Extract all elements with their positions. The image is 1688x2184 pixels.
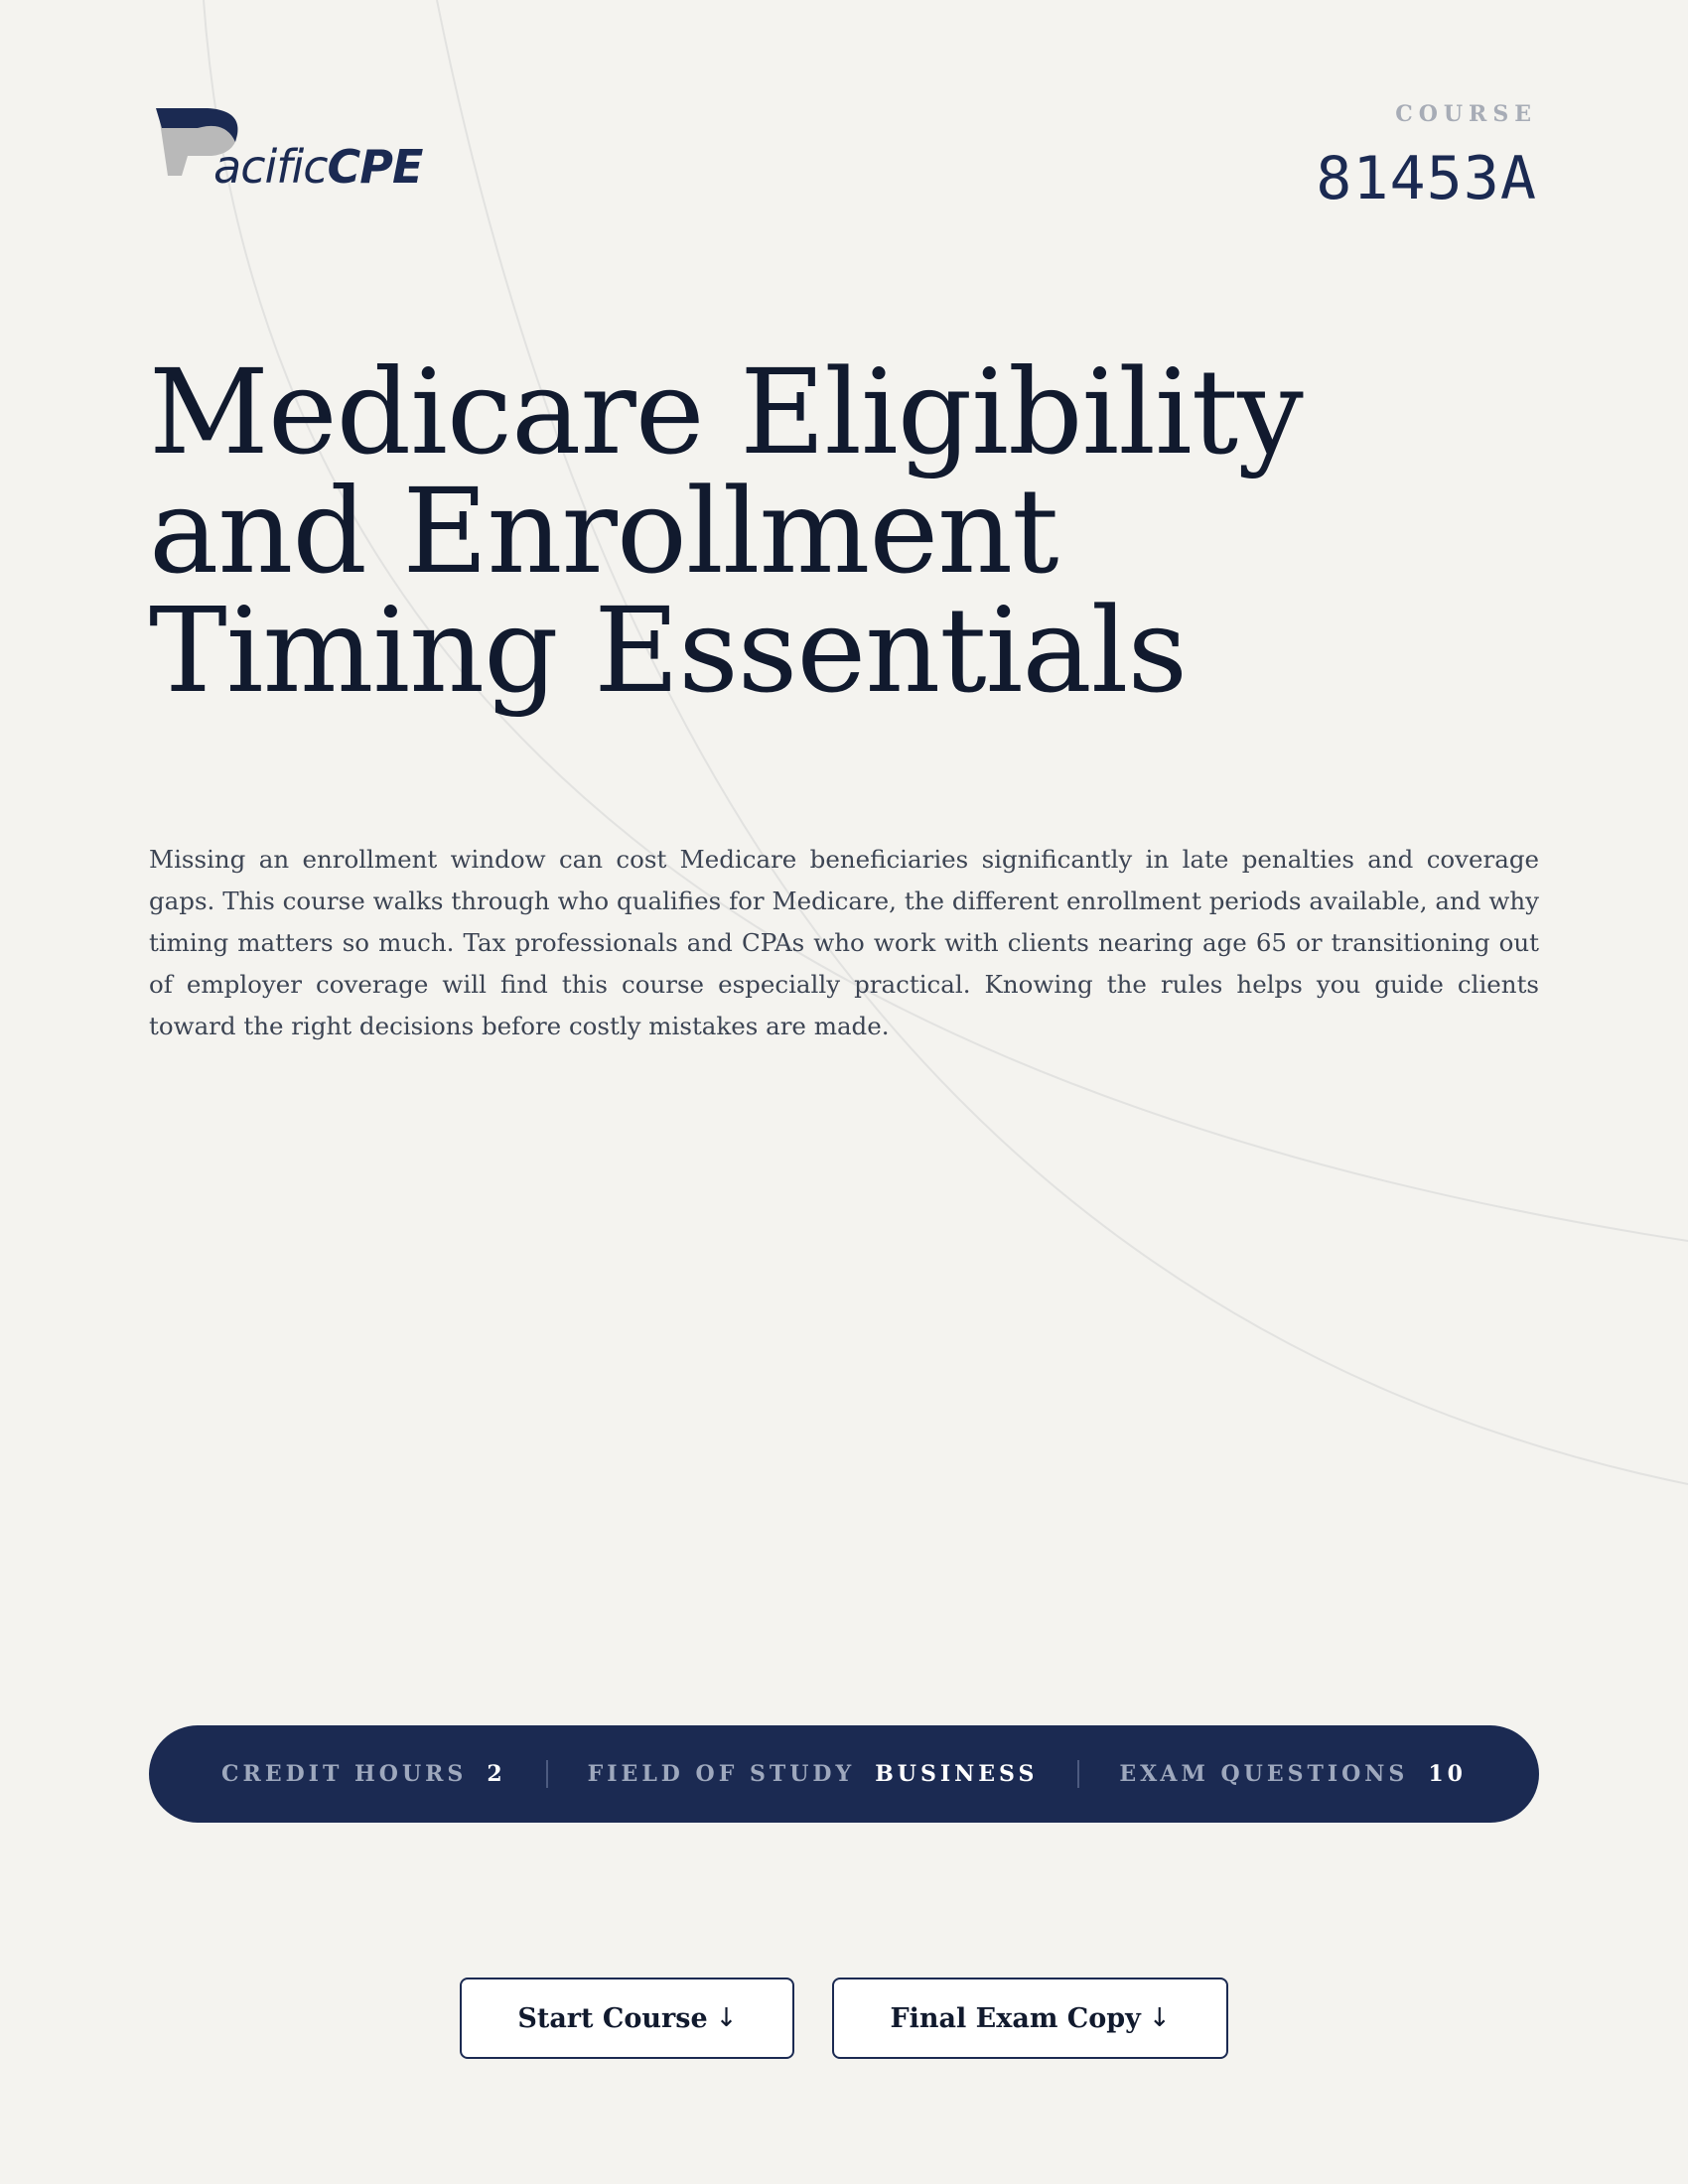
stat-value: 10 bbox=[1428, 1761, 1467, 1787]
action-buttons bbox=[0, 1978, 1688, 2059]
stat-value: 2 bbox=[487, 1761, 506, 1787]
title-line-3: Timing Essentials bbox=[149, 582, 1187, 719]
course-stats-bar bbox=[149, 1725, 1539, 1823]
title-line-1: Medicare Eligibility bbox=[149, 343, 1303, 480]
final-exam-copy-label: Final Exam Copy bbox=[890, 2002, 1141, 2034]
stat-label: CREDIT HOURS bbox=[221, 1761, 468, 1787]
logo-wordmark bbox=[213, 140, 423, 194]
title-line-2: and Enrollment bbox=[149, 463, 1058, 600]
start-course-label: Start Course bbox=[517, 2002, 708, 2034]
stat-divider bbox=[1077, 1760, 1079, 1788]
stat-field-of-study bbox=[588, 1761, 1039, 1787]
arrow-down-icon: ↓ bbox=[715, 2003, 738, 2033]
stat-exam-questions bbox=[1119, 1761, 1467, 1787]
stat-label: EXAM QUESTIONS bbox=[1119, 1761, 1409, 1787]
logo-word-regular: acific bbox=[213, 140, 328, 194]
stat-credit-hours bbox=[221, 1761, 506, 1787]
course-description: Missing an enrollment window can cost Medicare beneficiaries significantly in late penalties and coverage gaps. This course walks through who qualifies for Medicare, the different enrollment periods available, and why timing matters so much. Tax professionals and CPAs who work with clients nearing age 65 or transitioning out of employer coverage will find this course especially practical. Knowing the rules helps you guide clients toward the right decisions before costly mistakes are made. bbox=[149, 845, 1539, 1040]
page-title bbox=[149, 343, 1539, 719]
logo-word-bold: CPE bbox=[327, 140, 423, 194]
pacific-cpe-logo bbox=[154, 104, 423, 204]
course-number: 81453A bbox=[1316, 144, 1537, 213]
start-course-button[interactable] bbox=[460, 1978, 794, 2059]
arrow-down-icon: ↓ bbox=[1148, 2003, 1171, 2033]
course-label: COURSE bbox=[1395, 101, 1537, 127]
stat-label: FIELD OF STUDY bbox=[587, 1761, 856, 1787]
stat-divider bbox=[546, 1760, 548, 1788]
stat-value: BUSINESS bbox=[875, 1761, 1039, 1787]
final-exam-copy-button[interactable] bbox=[832, 1978, 1227, 2059]
